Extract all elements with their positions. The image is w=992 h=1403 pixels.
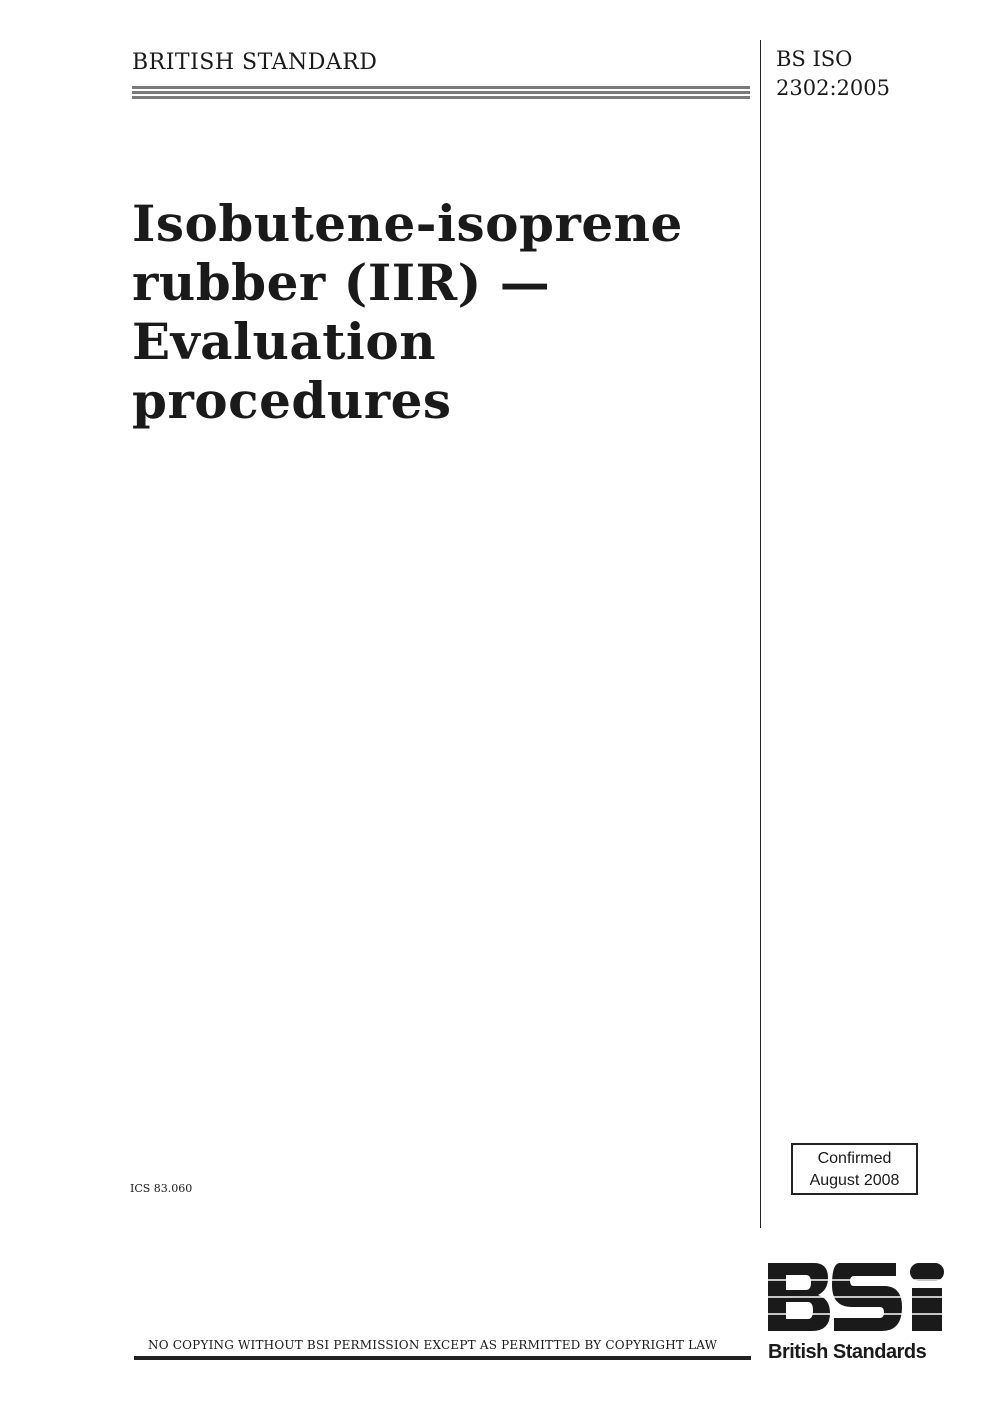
confirmed-label: Confirmed <box>817 1150 892 1167</box>
title-line-1: Isobutene-isoprene <box>132 194 683 253</box>
header-label: BRITISH STANDARD <box>132 50 378 75</box>
copyright-notice: NO COPYING WITHOUT BSI PERMISSION EXCEPT AS PERMITTED BY COPYRIGHT LAW <box>148 1338 718 1352</box>
standard-number-line1: BS ISO <box>776 47 853 71</box>
ics-code: ICS 83.060 <box>130 1182 193 1195</box>
footer-rule <box>134 1356 751 1360</box>
confirmed-stamp <box>791 1143 918 1195</box>
document-title <box>132 194 752 430</box>
title-line-2: rubber (IIR) — <box>132 253 551 312</box>
standard-number <box>776 45 890 103</box>
title-line-3: Evaluation procedures <box>132 312 452 430</box>
bsi-tagline: British Standards <box>768 1341 927 1363</box>
vertical-divider <box>760 40 761 1228</box>
bsi-logo <box>768 1263 944 1331</box>
confirmed-date: August 2008 <box>809 1172 900 1189</box>
header-rules <box>132 86 750 100</box>
standard-number-line2: 2302:2005 <box>776 76 890 100</box>
